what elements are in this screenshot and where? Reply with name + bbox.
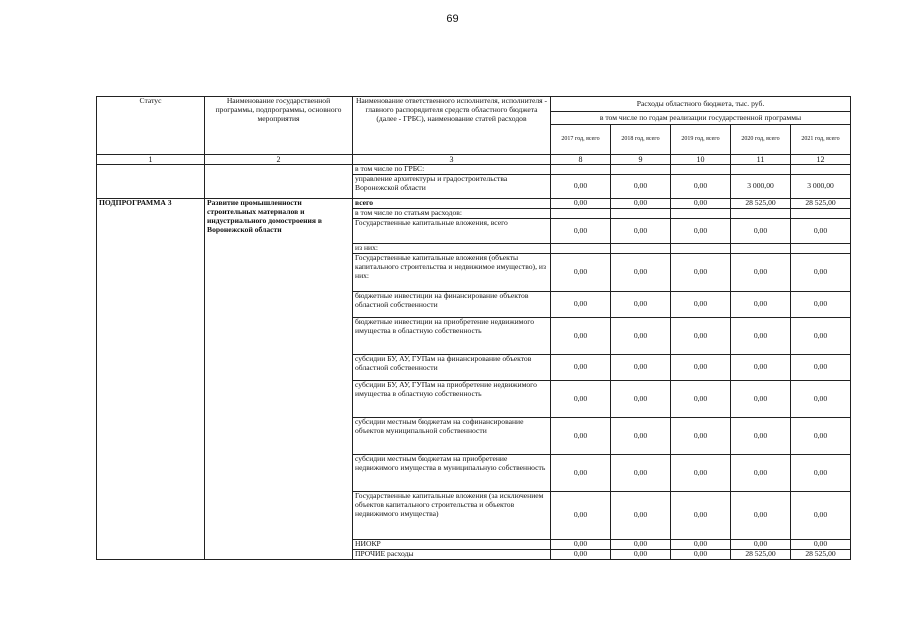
page-number: 69 [446,13,459,25]
value-2021: 0,00 [791,219,851,244]
value-2020: 0,00 [731,418,791,455]
value-2017: 0,00 [551,550,611,560]
value-2019: 0,00 [671,292,731,318]
row-label: НИОКР [353,540,551,550]
value-2020: 0,00 [731,355,791,381]
value-2021 [791,209,851,219]
value-2019: 0,00 [671,355,731,381]
value-2020: 0,00 [731,254,791,292]
column-number: 12 [791,155,851,165]
value-2021: 0,00 [791,318,851,355]
value-2017: 0,00 [551,199,611,209]
value-2019: 0,00 [671,550,731,560]
row-label: субсидии БУ, АУ, ГУПам на финансирование объектов областной собственности [353,355,551,381]
header-executor: Наименование ответственного исполнителя, исполнителя - главного распорядителя средств областного бюджета (далее - ГРБС), наименование статей расходов [353,97,551,155]
header-status: Статус [97,97,205,155]
value-2020: 0,00 [731,455,791,492]
value-2021: 0,00 [791,418,851,455]
value-2021: 0,00 [791,455,851,492]
value-2017: 0,00 [551,318,611,355]
row-label: Государственные капитальные вложения, всего [353,219,551,244]
value-2019: 0,00 [671,175,731,199]
value-2017 [551,165,611,175]
status-cell-empty [97,165,205,199]
value-2019 [671,244,731,254]
value-2018: 0,00 [611,318,671,355]
value-2020: 0,00 [731,292,791,318]
value-2017: 0,00 [551,418,611,455]
header-program-name: Наименование государственной программы, подпрограммы, основного мероприятия [205,97,353,155]
value-2019: 0,00 [671,418,731,455]
row-label: бюджетные инвестиции на финансирование объектов областной собственности [353,292,551,318]
header-year-2021: 2021 год, всего [791,125,851,155]
value-2017: 0,00 [551,254,611,292]
value-2021: 0,00 [791,540,851,550]
value-2019: 0,00 [671,219,731,244]
table-row [97,199,851,209]
value-2019 [671,165,731,175]
value-2017: 0,00 [551,175,611,199]
value-2020: 0,00 [731,540,791,550]
column-number: 1 [97,155,205,165]
value-2020 [731,165,791,175]
value-2019: 0,00 [671,318,731,355]
value-2018: 0,00 [611,175,671,199]
row-label: субсидии местным бюджетам на приобретение недвижимого имущества в муниципальную собственность [353,455,551,492]
table-row [97,165,851,175]
value-2019: 0,00 [671,455,731,492]
value-2021: 0,00 [791,492,851,540]
value-2021 [791,165,851,175]
column-number: 11 [731,155,791,165]
value-2018: 0,00 [611,550,671,560]
row-label: субсидии БУ, АУ, ГУПам на приобретение недвижимого имущества в областную собственность [353,381,551,418]
value-2018: 0,00 [611,455,671,492]
value-2020: 0,00 [731,492,791,540]
value-2021: 28 525,00 [791,199,851,209]
value-2019: 0,00 [671,254,731,292]
row-label: из них: [353,244,551,254]
row-label: в том числе по статьям расходов: [353,209,551,219]
header-by-years: в том числе по годам реализации государственной программы [551,112,851,125]
subprogram-status: ПОДПРОГРАММА 3 [97,199,205,560]
row-label: Государственные капитальные вложения (за исключением объектов капитального строительства и объектов недвижимого имущества) [353,492,551,540]
value-2017: 0,00 [551,292,611,318]
value-2018 [611,244,671,254]
row-label: всего [353,199,551,209]
value-2018 [611,165,671,175]
value-2017: 0,00 [551,355,611,381]
header-year-2017: 2017 год, всего [551,125,611,155]
value-2018: 0,00 [611,199,671,209]
value-2019 [671,209,731,219]
value-2020: 0,00 [731,219,791,244]
row-label: Государственные капитальные вложения (объекты капитального строительства и недвижимое имущество), из них: [353,254,551,292]
header-year-2020: 2020 год, всего [731,125,791,155]
subprogram-name: Развитие промышленности строительных материалов и индустриального домостроения в Воронежской области [205,199,353,560]
value-2018: 0,00 [611,492,671,540]
value-2021: 3 000,00 [791,175,851,199]
value-2018: 0,00 [611,381,671,418]
value-2017 [551,209,611,219]
value-2019: 0,00 [671,492,731,540]
column-number: 8 [551,155,611,165]
column-number: 9 [611,155,671,165]
value-2020: 28 525,00 [731,550,791,560]
value-2020: 0,00 [731,318,791,355]
value-2017: 0,00 [551,455,611,492]
value-2017: 0,00 [551,381,611,418]
value-2021 [791,244,851,254]
column-number: 10 [671,155,731,165]
value-2020: 28 525,00 [731,199,791,209]
value-2020 [731,209,791,219]
value-2021: 0,00 [791,355,851,381]
row-label: управление архитектуры и градостроительства Воронежской области [353,175,551,199]
value-2018: 0,00 [611,219,671,244]
value-2021: 0,00 [791,292,851,318]
value-2018: 0,00 [611,418,671,455]
value-2019: 0,00 [671,540,731,550]
value-2018 [611,209,671,219]
value-2020: 3 000,00 [731,175,791,199]
value-2017: 0,00 [551,540,611,550]
column-number-row [97,155,851,165]
value-2018: 0,00 [611,292,671,318]
value-2017: 0,00 [551,492,611,540]
value-2021: 0,00 [791,254,851,292]
program-cell-empty [205,165,353,199]
value-2021: 28 525,00 [791,550,851,560]
column-number: 2 [205,155,353,165]
value-2018: 0,00 [611,540,671,550]
row-label: в том числе по ГРБС: [353,165,551,175]
value-2017 [551,244,611,254]
value-2020 [731,244,791,254]
row-label: бюджетные инвестиции на приобретение недвижимого имущества в областную собственность [353,318,551,355]
header-expenses: Расходы областного бюджета, тыс. руб. [551,97,851,112]
value-2017: 0,00 [551,219,611,244]
value-2021: 0,00 [791,381,851,418]
budget-table [96,96,851,560]
header-year-2018: 2018 год, всего [611,125,671,155]
value-2019: 0,00 [671,199,731,209]
value-2019: 0,00 [671,381,731,418]
value-2020: 0,00 [731,381,791,418]
row-label: субсидии местным бюджетам на софинансирование объектов муниципальной собственности [353,418,551,455]
column-number: 3 [353,155,551,165]
header-year-2019: 2019 год, всего [671,125,731,155]
value-2018: 0,00 [611,254,671,292]
value-2018: 0,00 [611,355,671,381]
row-label: ПРОЧИЕ расходы [353,550,551,560]
